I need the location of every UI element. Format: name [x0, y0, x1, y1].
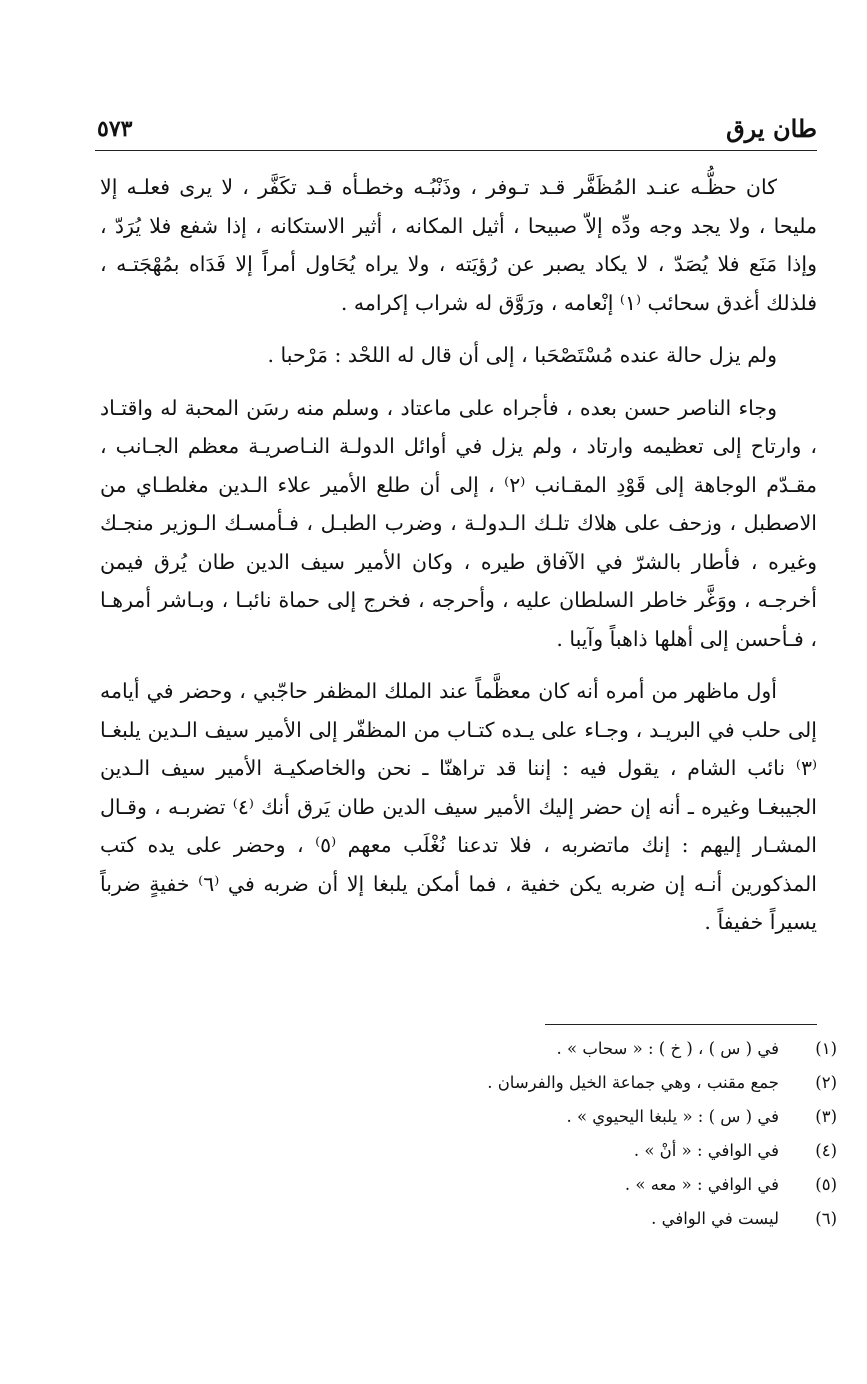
footnote-text: في الوافي : « أنْ » .	[633, 1141, 779, 1160]
footnote-text: في ( س ) : « يلبغا اليحيوي » .	[566, 1107, 779, 1126]
footnotes	[277, 1032, 837, 1236]
page-number: ٥٧٣	[97, 116, 133, 142]
paragraph: كان حظُّـه عنـد المُظَفَّر قـد تـوفر ، وذَنْبُـه وخطـأه قـد تكَفَّر ، لا يرى فعلـه إلا مليحا ، ولا يجد وجه ودِّه إلاّ صبيحا ، أثيل المكانه ، أثير الاستكانه ، إذا شفع فلا يُرَدّ ، وإذا مَنَع فلا يُصَدّ ، لا يكاد يصبر عن رُؤيَته ، ولا يراه يُحَاول أمراً إلا فَدَاه بمُهْجَتـه ، فلذلك أغدق سحائب ⁽١⁾ إنْعامه ، ورَوَّق له شراب إكرامه .	[100, 175, 817, 315]
footnote-text: في ( س ) ، ( خ ) : « سحاب » .	[556, 1039, 779, 1058]
paragraph: ولم يزل حالة عنده مُسْتَصْحَبا ، إلى أن قال له اللحْد : مَرْحبا .	[267, 343, 777, 367]
footnote-divider	[545, 1024, 817, 1025]
footnote-item	[277, 1100, 837, 1134]
footnote-item	[277, 1066, 837, 1100]
footnote-item	[277, 1032, 837, 1066]
paragraph: وجاء الناصر حسن بعده ، فأجراه على ماعتاد ، وسلم منه رسَن المحبة له واقتـاد ، وارتاح إلى تعظيمه وارتاد ، ولم يزل في أوائل الدولـة النـاصريـة معظم الجـانب ، مقـدّم الوجاهة إلى قَوْدِ المقـانب ⁽٢⁾ ، إلى أن طلع الأمير علاء الـدين مغلطـاي من الاصطبل ، وزحف على هلاك تلـك الـدولـة ، وضرب الطبـل ، فـأمسـك الـوزير منجـك وغيره ، فأطار بالشرّ في الآفاق طيره ، وكان الأمير سيف الدين طان يُرق فيمن أخرجـه ، ووَغَّر خاطر السلطان عليه ، وأحرجه ، فخرج إلى حماة نائبـا ، وبـاشر أمرهـا ، فـأحسن إلى أهلها ذاهباً وآيبا .	[100, 395, 818, 651]
footnote-item	[277, 1202, 837, 1236]
footnote-number: (١)	[815, 1039, 837, 1058]
footnote-text: جمع مقنب ، وهي جماعة الخيل والفرسان .	[487, 1073, 779, 1092]
footnote-number: (٢)	[815, 1073, 837, 1092]
footnote-number: (٤)	[815, 1141, 837, 1160]
main-text	[100, 168, 817, 942]
paragraph: أول ماظهر من أمره أنه كان معظَّماً عند الملك المظفر حاجّبي ، وحضر في أيامه إلى حلب في البريـد ، وجـاء على يـده كتـاب من المظفّر إلى الأمير سيف الـدين يلبغـا ⁽٣⁾ نائب الشام ، يقول فيه : إننا قد تراهنّا ـ نحن والخاصكيـة الأمير سيف الـدين الجيبغـا وغيره ـ أنه إن حضر إليك الأمير سيف الدين طان يَرق أنك ⁽٤⁾ تضربـه ، وقـال المشـار إليهم : إنك ماتضربه ، فلا تدعنا نُغْلَب معهم ⁽٥⁾ ، وحضر على يده كتب المذكورين أنـه إن ضربه يكن خفية ، فما أمكن يلبغا إلا أن ضربه في ⁽٦⁾ خفيةٍ ضرباً يسيراً خفيفاً .	[100, 679, 817, 934]
running-header	[95, 112, 817, 151]
header-title: طان يرق	[726, 114, 817, 143]
footnote-text: ليست في الوافي .	[651, 1209, 779, 1228]
footnote-number: (٣)	[815, 1107, 837, 1126]
footnote-item	[277, 1168, 837, 1202]
footnote-number: (٥)	[815, 1175, 837, 1194]
footnote-item	[277, 1134, 837, 1168]
footnote-text: في الوافي : « معه » .	[624, 1175, 779, 1194]
footnote-number: (٦)	[815, 1209, 837, 1228]
